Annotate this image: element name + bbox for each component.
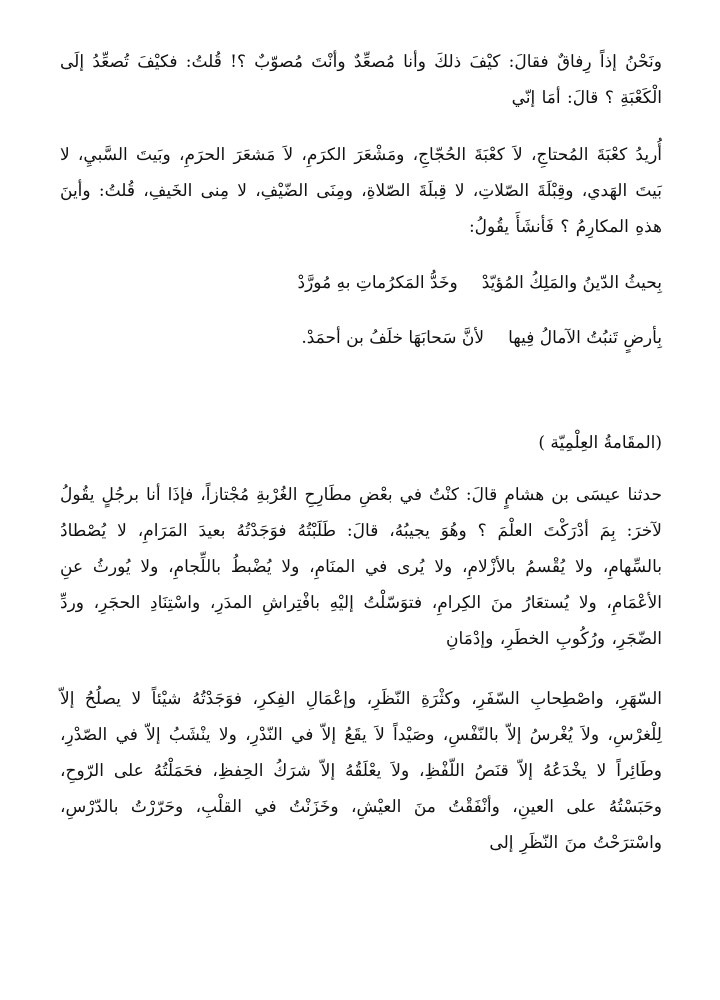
verse-2-first-hemistich: بِأرضٍ تَنبُتُ الآمالُ فِيها	[508, 328, 662, 348]
verse-1-second-hemistich: وخَدُّ المَكرُماتِ بهِ مُورَّدْ	[297, 273, 458, 293]
paragraph-1: ونَحْنُ إذاً رِفاقٌ فقالَ: كيْفَ ذلكَ وأنا مُصعِّدٌ وأنْتَ مُصوّبٌ ؟! قُلتُ: فكيْفَ تُصعِّدُ إلَى الْكَعْبَةِ ؟ قالَ: أمَا إنّي	[60, 52, 662, 108]
verse-line-1	[222, 265, 662, 301]
verse-2-second-hemistich: لأنَّ سَحابَهَا خلَفُ بن أحمَدْ.	[301, 328, 485, 348]
verse-1-first-hemistich: بِحيثُ الدّينُ والمَلِكُ المُؤيّدْ	[481, 273, 662, 293]
paragraph-4: السّهَرِ، واصْطِحابِ السّفَرِ، وكثْرَةِ النّظَرِ، وإعْمَالِ الفِكرِ، فوَجَدْتُهُ شيْئاً لا يصلُحُ إلاّ لِلْغرْسِ، ولاَ يُغْرسُ إلاّ بالنّفْسِ، وصَيْداً لاَ يقَعُ إلاّ في النّدْرِ، ولا ينْشَبُ إلاّ في الصّدْرِ، وطَائِراً لا يخْدَعُهُ إلاّ قنَصُ اللّفْظِ، ولاَ يعْلَقُهُ إلاّ شرَكُ الحِفظِ، فحَمَلْتُهُ على الرّوحِ، وحَبَسْتُهُ على العينِ، وأنْفَقْتُ منَ العيْشِ، وخَزَنْتُ في القلْبِ، وحَرّرْتُ بالدّرْسِ، واسْترَحْتُ منَ النّظَرِ إلى	[60, 689, 662, 853]
verse-line-2	[222, 320, 662, 356]
paragraph-3: حدثنا عيسَى بن هشامٍ قالَ: كنْتُ في بعْضِ مطَارِحِ الغُرْبةِ مُجْتازاً، فإذَا أنا برجُلٍ يقُولُ لآخرَ: بِمَ أدْرَكْتَ العلْمَ ؟ وهُوَ يجيبُهُ، قالَ: طَلَبْتُهُ فوَجَدْتُهُ بعيدَ المَرَامِ، لا يُصْطادُ بالسِّهامِ، ولا يُقْسمُ بالأزْلامِ، ولا يُرى في المنَامِ، ولا يُضْبطُ باللِّجامِ، ولا يُورثُ عنِ الأعْمَامِ، ولا يُستعَارُ منَ الكِرامِ، فتوَسّلْتُ إليْهِ بافْتِراشِ المدَرِ، واسْتِنَادِ الحجَرِ، وردِّ الضّجَرِ، ورُكُوبِ الخطَرِ، وإدْمَانِ	[60, 485, 662, 649]
paragraph-2: أُريدُ كعْبَةَ المُحتاجِ، لاَ كعْبَةَ الحُجّاجِ، ومَشْعَرَ الكرَمِ، لاَ مَشعَرَ الحرَمِ، وبَيتَ السَّبيِ، لا بَيتَ الهَدي، وقِبْلَةَ الصّلاتِ، لا قِبلَةَ الصّلاةِ، ومِنَى الضّيْفِ، لا مِنى الخَيفِ، قُلتُ: وأينَ هذهِ المكارِمُ ؟ فَأنشَأَ يقُولُ:	[60, 145, 662, 237]
section-heading: (المقَامةُ العِلْمِيّة )	[538, 433, 662, 453]
